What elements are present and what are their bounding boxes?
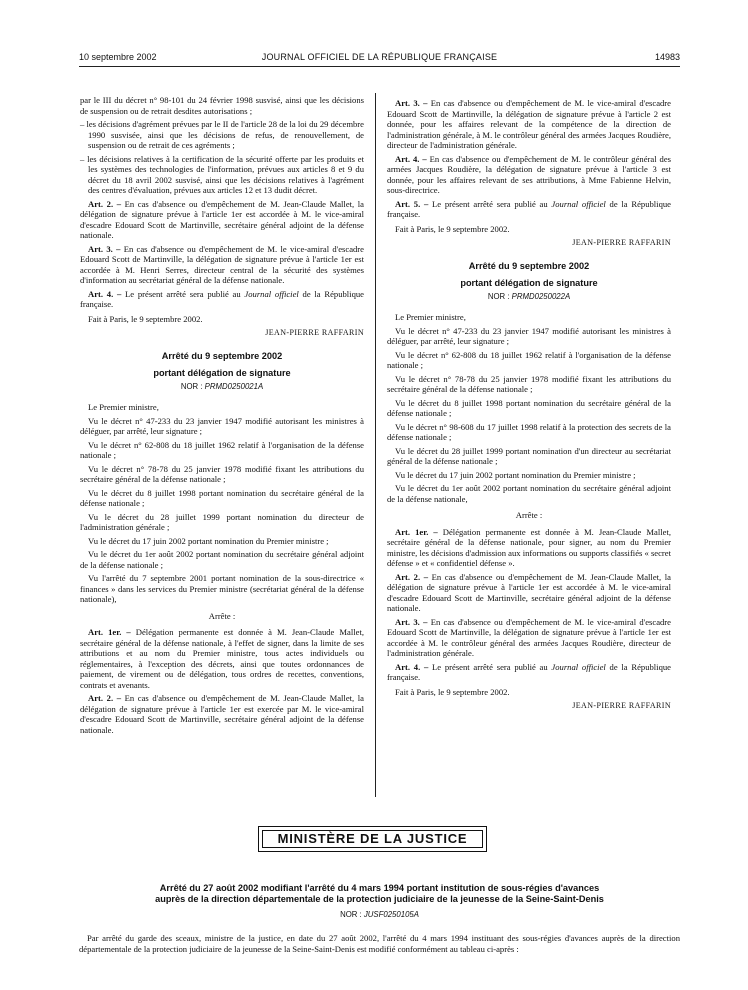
nor-code: PRMD0250021A (204, 381, 264, 391)
decree-subtitle: portant délégation de signature (153, 367, 291, 378)
article-text: En cas d'absence ou d'empêchement de M. le vice-amiral d'escadre Edouard Scott de Martinville, la délégation de signature prévue à l'article 1er est accordée à M. le contrôleur général des armées Jacques Roudière, directeur de l'administration générale. (387, 616, 671, 658)
signatory: JEAN-PIERRE RAFFARIN (265, 328, 364, 337)
journal-name: Journal officiel (551, 198, 606, 209)
visa: Vu le décret n° 78-78 du 25 janvier 1978 modifié fixant les attributions du secrétaire général de la défense nationale ; (387, 373, 671, 394)
article-2 (387, 572, 671, 614)
column-divider (375, 93, 376, 797)
visa: Vu le décret n° 62-808 du 18 juillet 1962 relatif à l'organisation de la défense nationale ; (80, 439, 364, 460)
article-label: Art. 3. – (395, 98, 428, 108)
article-text: Le présent arrêté sera publié au (428, 661, 552, 672)
journal-name: Journal officiel (551, 661, 606, 672)
article-text: En cas d'absence ou d'empêchement de M. le contrôleur général des armées Jacques Roudière, la délégation de signature prévue à l'article 3 est donnée, pour les affaires relevant de ses attributions, à Mme Fabienne Helvin, sous-directrice. (387, 153, 671, 195)
article-text: En cas d'absence ou d'empêchement de M. le vice-amiral d'escadre Edouard Scott de Martinville, la délégation de signature prévue à l'article 1er est accordée à M. Henri Serres, directeur central de la sécurité des systèmes d'information au secrétariat général de la défense nationale. (80, 243, 364, 285)
visa: Vu l'arrêté du 7 septembre 2001 portant nomination de la sous-directrice « finances » dans les services du Premier ministre (secrétariat général de la défense nationale), (80, 573, 364, 604)
visa: Vu le décret du 1er août 2002 portant nomination du secrétaire général adjoint de la défense nationale ; (80, 549, 364, 570)
nor-reference: NOR : PRMD0250022A (487, 291, 571, 301)
visa: Vu le décret du 8 juillet 1998 portant nomination du secrétaire général de la défense nationale ; (387, 397, 671, 418)
article-text: de la République française. (80, 288, 364, 309)
visa: Vu le décret n° 47-233 du 23 janvier 1947 modifié autorisant les ministres à déléguer, par arrêté, leur signature ; (80, 415, 364, 436)
visa: Vu le décret n° 98-608 du 17 juillet 1998 relatif à la protection des secrets de la défense nationale ; (387, 421, 671, 442)
article-3 (80, 244, 364, 286)
article-text: Le présent arrêté sera publié au (121, 288, 245, 299)
article-label: Art. 2. – (88, 693, 121, 703)
list-item: – les décisions d'agrément prévues par le II de l'article 28 de la loi du 29 décembre 1990 susvisée, ainsi que les décisions de refus, de renouvellement, de suspension ou de retrait de ces agréments ; (80, 119, 364, 150)
article-text: En cas d'absence ou d'empêchement de M. Jean-Claude Mallet, la délégation de signature prévue à l'article 1er est exercée par M. le vice-amiral d'escadre Edouard Scott de Martinville, secrétaire général adjoint de la défense nationale. (80, 693, 364, 735)
article-text: En cas d'absence ou d'empêchement de M. Jean-Claude Mallet, la délégation de signature prévue à l'article 1er est accordée à M. le vice-amiral d'escadre Edouard Scott de Martinville, secrétaire général adjoint de la défense nationale. (387, 571, 671, 613)
article-label: Art. 4. – (88, 288, 122, 299)
signatory: JEAN-PIERRE RAFFARIN (572, 238, 671, 247)
page-header (79, 50, 680, 66)
decree-title: Arrêté du 9 septembre 2002 (468, 260, 590, 271)
right-column (387, 98, 671, 724)
bottom-title-line-2: auprès de la direction départementale de la protection judiciaire de la jeunesse de la Seine-Saint-Denis (155, 894, 604, 904)
decree-subtitle: portant délégation de signature (460, 277, 598, 288)
article-text: de la République française. (387, 661, 671, 682)
signatory: JEAN-PIERRE RAFFARIN (572, 701, 671, 710)
article-2 (80, 693, 364, 735)
header-date: 10 septembre 2002 (79, 52, 157, 62)
nor-reference: NOR : JUSF0250105A (340, 910, 419, 919)
article-label: Art. 1er. – (88, 627, 131, 637)
bottom-title-line-1: Arrêté du 27 août 2002 modifiant l'arrêté du 4 mars 1994 portant institution de sous-régies d'avances (159, 883, 600, 893)
header-page-number: 14983 (654, 52, 680, 62)
visa: Vu le décret du 28 juillet 1999 portant nomination du directeur de l'administration générale ; (80, 511, 364, 532)
article-2 (80, 199, 364, 241)
nor-reference: NOR : PRMD0250021A (180, 381, 264, 391)
header-rule (79, 66, 680, 67)
article-4 (80, 289, 364, 310)
ministry-heading: MINISTÈRE DE LA JUSTICE (262, 830, 483, 848)
left-column (80, 95, 364, 738)
visa: Vu le décret du 17 juin 2002 portant nomination du Premier ministre ; (88, 535, 329, 546)
premier-ministre: Le Premier ministre, (395, 312, 466, 322)
visa: Vu le décret du 8 juillet 1998 portant nomination du secrétaire général de la défense nationale ; (80, 487, 364, 508)
nor-code: PRMD0250022A (511, 291, 571, 301)
signature-place-date: Fait à Paris, le 9 septembre 2002. (88, 313, 203, 324)
article-label: Art. 3. – (88, 243, 121, 254)
article-label: Art. 5. – (395, 198, 429, 209)
ministry-heading-box (258, 826, 487, 852)
article-text: Le présent arrêté sera publié au (428, 198, 552, 209)
signature-place-date: Fait à Paris, le 9 septembre 2002. (395, 223, 510, 234)
visa: Vu le décret du 17 juin 2002 portant nomination du Premier ministre ; (395, 469, 636, 480)
signature-place-date: Fait à Paris, le 9 septembre 2002. (395, 686, 510, 697)
article-4 (387, 662, 671, 683)
article-3 (387, 98, 671, 151)
nor-code: JUSF0250105A (363, 910, 419, 919)
visa: Vu le décret du 1er août 2002 portant nomination du secrétaire général adjoint de la défense nationale, (387, 483, 671, 504)
decree-title: Arrêté du 9 septembre 2002 (161, 350, 283, 361)
journal-name: Journal officiel (244, 288, 299, 299)
premier-ministre: Le Premier ministre, (88, 402, 159, 412)
article-label: Art. 2. – (88, 198, 121, 209)
article-text: En cas d'absence ou d'empêchement de M. le vice-amiral d'escadre Edouard Scott de Martinville, la délégation de signature prévue à l'article 2 est donnée, pour les affaires relevant de la compétence de la direction de l'administration générale, à M. le contrôleur général des armées Jacques Roudière, directeur de l'administration générale. (387, 98, 671, 150)
list-item: – les décisions relatives à la certification de la sécurité offerte par les produits et les systèmes des technologies de l'information, prévues aux articles 8 et 9 du décret du 18 avril 2002 susvisé, ainsi que les décisions relatives à l'agrément des centres d'évaluation, prévues aux articles 12 et 13 dudit décret. (80, 153, 364, 195)
article-label: Art. 2. – (395, 571, 428, 582)
article-text: Délégation permanente est donnée à M. Jean-Claude Mallet, secrétaire général de la défense nationale, pour signer, au nom du Premier ministre, les décisions d'admission aux informations ou supports classifiés « secret défense » et « confidentiel défense ». (387, 526, 671, 568)
article-label: Art. 3. – (395, 616, 428, 627)
continuation-text: par le III du décret n° 98-101 du 24 février 1998 susvisé, ainsi que les décisions de suspension ou de retrait desdites autorisations ; (80, 95, 364, 116)
article-label: Art. 1er. – (395, 526, 438, 537)
arrete-heading: Arrête : (515, 510, 543, 520)
visa: Vu le décret n° 47-233 du 23 janvier 1947 modifié autorisant les ministres à déléguer, par arrêté, leur signature ; (387, 325, 671, 346)
article-text: de la République française. (387, 198, 671, 219)
article-1 (387, 527, 671, 569)
article-text: En cas d'absence ou d'empêchement de M. Jean-Claude Mallet, la délégation de signature prévue à l'article 1er est accordée à M. le vice-amiral d'escadre Edouard Scott de Martinville, secrétaire général adjoint de la défense nationale. (80, 198, 364, 240)
bottom-decree-title (79, 883, 680, 905)
visa: Vu le décret n° 78-78 du 25 janvier 1978 modifié fixant les attributions du secrétaire général de la défense nationale ; (80, 463, 364, 484)
article-3 (387, 617, 671, 659)
article-label: Art. 4. – (395, 153, 427, 164)
article-text: Délégation permanente est donnée à M. Jean-Claude Mallet, secrétaire général de la défense nationale, à l'effet de signer, dans la limite de ses attributions et au nom du Premier ministre, tous actes individuels ou réglementaires, à l'exception des décrets, ainsi que toutes ordonnances de paiement, de virement ou de délégation, tous ordres de recettes, conventions, contrats et avenants. (80, 627, 364, 690)
bottom-paragraph: Par arrêté du garde des sceaux, ministre de la justice, en date du 27 août 2002, l'arrêté du 4 mars 1994 instituant des sous-régies d'avances auprès de la direction départementale de la protection judiciaire de la jeunesse de la Seine-Saint-Denis est modifié conformément au tableau ci-après : (79, 933, 680, 954)
article-1 (80, 627, 364, 690)
article-4 (387, 154, 671, 196)
header-journal-title: JOURNAL OFFICIEL DE LA RÉPUBLIQUE FRANÇAISE (261, 52, 498, 62)
visa: Vu le décret du 28 juillet 1999 portant nomination d'un directeur au secrétariat général de la défense nationale ; (387, 445, 671, 466)
visa: Vu le décret n° 62-808 du 18 juillet 1962 relatif à l'organisation de la défense nationale ; (387, 349, 671, 370)
arrete-heading: Arrête : (208, 610, 236, 621)
article-label: Art. 4. – (395, 661, 429, 672)
article-5 (387, 199, 671, 220)
